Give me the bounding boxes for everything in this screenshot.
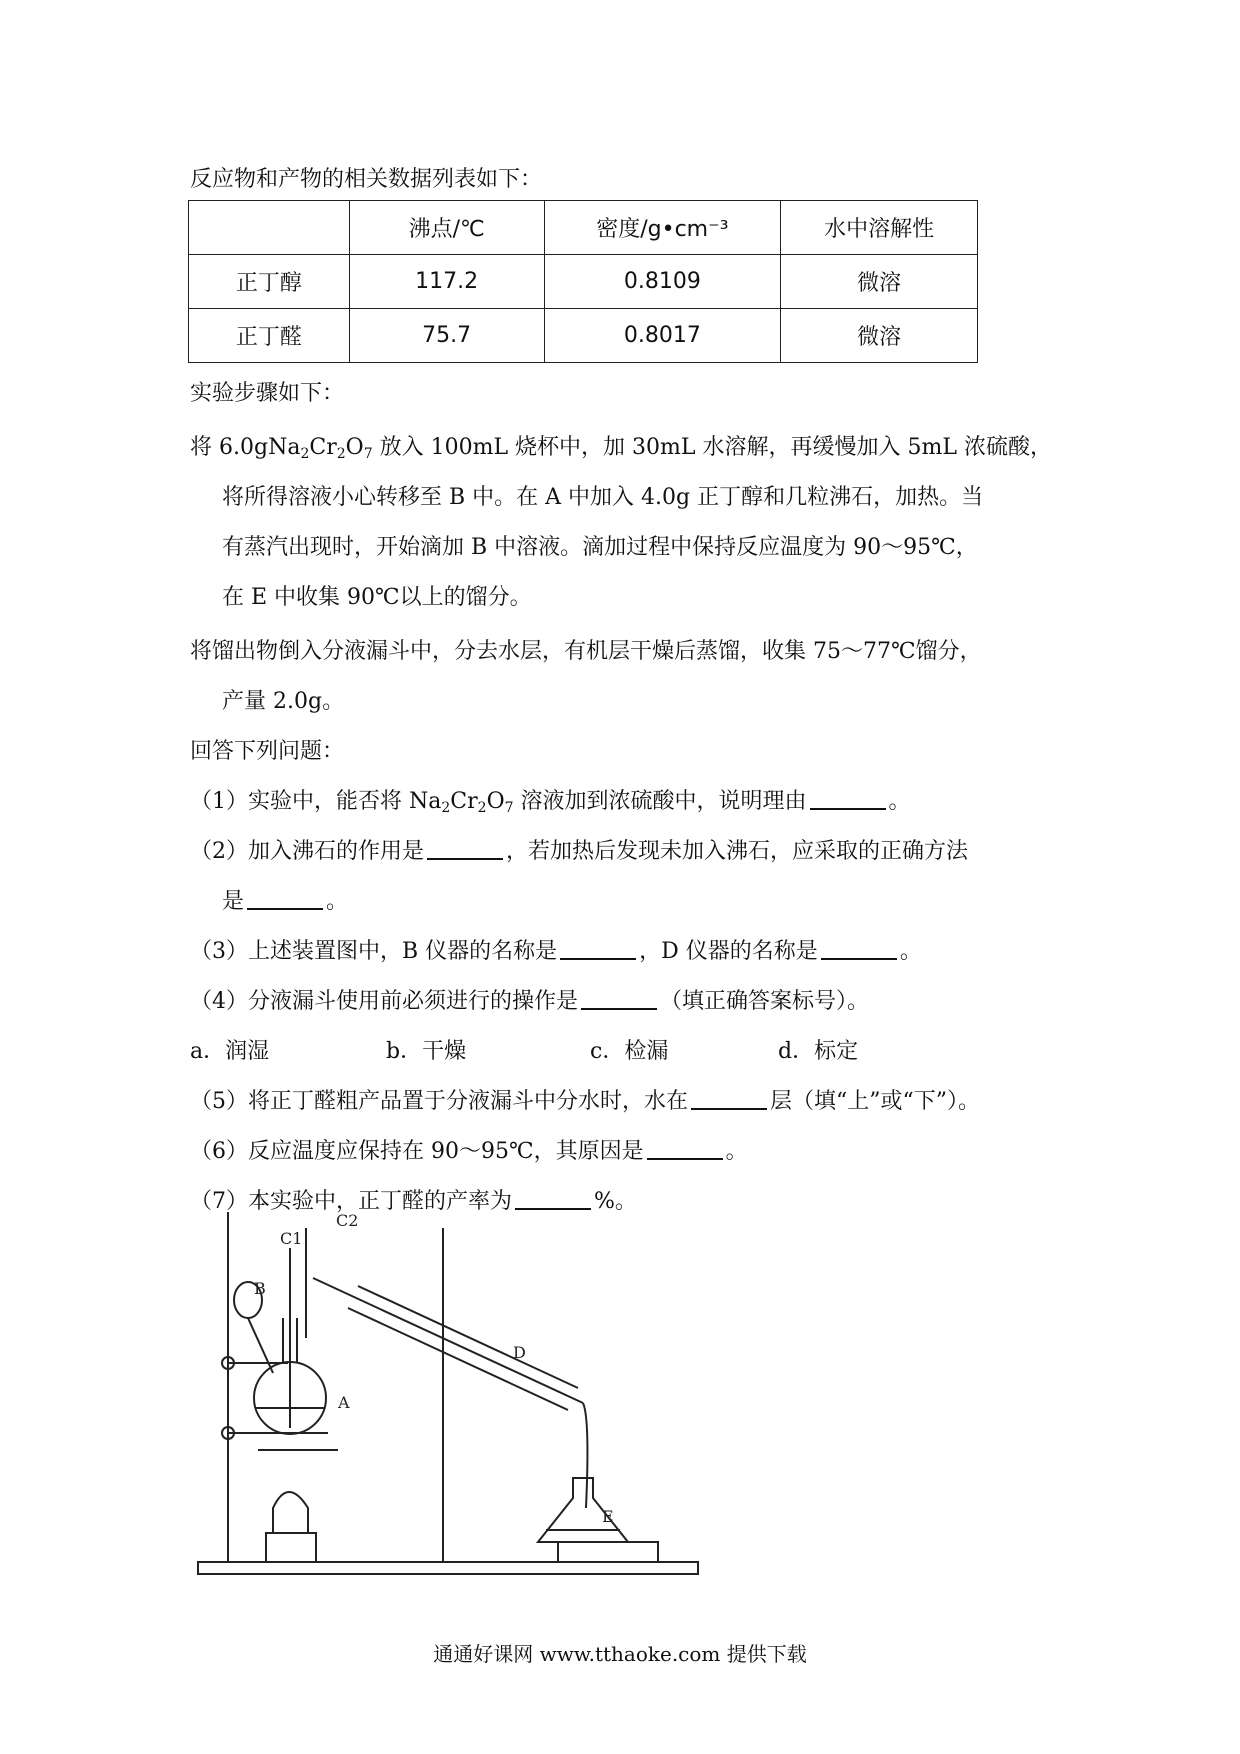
text: O <box>486 789 505 814</box>
table-row <box>189 255 978 309</box>
table-cell: 75.7 <box>349 309 544 363</box>
label-d: D <box>513 1343 526 1362</box>
option-b: b．干燥 <box>386 1039 467 1064</box>
table-cell: 0.8109 <box>544 255 781 309</box>
text: 层（填“上”或“下”）。 <box>770 1089 980 1114</box>
subscript: 2 <box>300 446 310 462</box>
label-a: A <box>338 1393 350 1412</box>
text: 。 <box>725 1139 748 1164</box>
question-2 <box>190 834 968 865</box>
answer-blank[interactable] <box>581 988 657 1010</box>
answer-blank[interactable] <box>247 888 323 910</box>
subscript: 2 <box>336 446 346 462</box>
burner <box>273 1492 308 1533</box>
question-4 <box>190 984 869 1015</box>
step2-line1: 将馏出物倒入分液漏斗中，分去水层，有机层干燥后蒸馏，收集 75～77℃馏分， <box>190 639 982 664</box>
answer-blank[interactable] <box>647 1138 723 1160</box>
text: 将 6.0gNa <box>190 435 301 460</box>
condenser-d-jacket <box>348 1308 568 1410</box>
answer-blank[interactable] <box>427 838 503 860</box>
data-table <box>188 200 978 363</box>
subscript: 2 <box>441 800 451 816</box>
text: 溶液加到浓硫酸中，说明理由 <box>513 789 807 814</box>
text: ，若加热后发现未加入沸石，应采取的正确方法 <box>506 839 969 864</box>
text: （3）上述装置图中，B 仪器的名称是 <box>190 939 558 964</box>
text: （6）反应温度应保持在 90～95℃，其原因是 <box>190 1139 644 1164</box>
label-e: E <box>602 1507 614 1526</box>
table-header-cell: 水中溶解性 <box>781 201 978 255</box>
table-cell: 117.2 <box>349 255 544 309</box>
text: （4）分液漏斗使用前必须进行的操作是 <box>190 989 578 1014</box>
text: O <box>345 435 364 460</box>
table-header-cell <box>189 201 350 255</box>
answer-blank[interactable] <box>515 1188 591 1210</box>
answer-title: 回答下列问题： <box>190 739 345 764</box>
text: （1）实验中，能否将 Na <box>190 789 442 814</box>
condenser-d-inner <box>313 1278 583 1403</box>
table-cell: 正丁醛 <box>189 309 350 363</box>
label-b: B <box>254 1279 266 1298</box>
step1-line3: 有蒸汽出现时，开始滴加 B 中溶液。滴加过程中保持反应温度为 90～95℃， <box>222 535 978 560</box>
table-cell: 微溶 <box>781 309 978 363</box>
text: （7）本实验中，正丁醛的产率为 <box>190 1189 512 1214</box>
answer-blank[interactable] <box>560 938 636 960</box>
table-header-cell: 密度/g•cm⁻³ <box>544 201 781 255</box>
text: %。 <box>594 1189 637 1214</box>
funnel-stem <box>248 1318 273 1373</box>
step1-line1 <box>190 430 1052 462</box>
answer-blank[interactable] <box>691 1088 767 1110</box>
base-board <box>198 1562 698 1574</box>
table-intro: 反应物和产物的相关数据列表如下： <box>190 167 543 192</box>
text: 。 <box>899 939 922 964</box>
burner-base <box>266 1533 316 1562</box>
adapter-tube <box>583 1403 587 1508</box>
condenser-d-jacket <box>358 1286 578 1388</box>
question-2-cont <box>222 884 348 915</box>
table-header-cell: 沸点/℃ <box>349 201 544 255</box>
subscript: 2 <box>477 800 487 816</box>
option-d: d．标定 <box>778 1039 859 1064</box>
step2-line2: 产量 2.0g。 <box>222 689 345 714</box>
footer: 通通好课网 www.tthaoke.com 提供下载 <box>433 1642 807 1666</box>
question-3 <box>190 934 922 965</box>
text: 。 <box>326 889 349 914</box>
text: （2）加入沸石的作用是 <box>190 839 424 864</box>
text: Cr <box>309 435 337 460</box>
text: （填正确答案标号）。 <box>660 989 870 1014</box>
question-6 <box>190 1134 748 1165</box>
option-a: a．润湿 <box>190 1039 270 1064</box>
table-cell: 正丁醇 <box>189 255 350 309</box>
conical-flask-e <box>538 1478 628 1542</box>
label-c2: C2 <box>336 1211 359 1230</box>
table-cell: 微溶 <box>781 255 978 309</box>
distillation-apparatus-figure <box>188 1208 718 1588</box>
text: 是 <box>222 889 245 914</box>
option-c: c．检漏 <box>590 1039 669 1064</box>
steps-title: 实验步骤如下： <box>190 381 345 406</box>
table-cell: 0.8017 <box>544 309 781 363</box>
text: （5）将正丁醛粗产品置于分液漏斗中分水时，水在 <box>190 1089 688 1114</box>
step1-line4: 在 E 中收集 90℃以上的馏分。 <box>222 585 532 610</box>
subscript: 7 <box>363 446 373 462</box>
text: 放入 100mL 烧杯中，加 30mL 水溶解，再缓慢加入 5mL 浓硫酸， <box>372 435 1052 460</box>
answer-blank[interactable] <box>821 938 897 960</box>
table-header-row <box>189 201 978 255</box>
step1-line2: 将所得溶液小心转移至 B 中。在 A 中加入 4.0g 正丁醇和几粒沸石，加热。当 <box>222 485 984 510</box>
text: Cr <box>450 789 478 814</box>
question-1 <box>190 784 911 816</box>
text: ，D 仪器的名称是 <box>639 939 818 964</box>
table-row <box>189 309 978 363</box>
text: 。 <box>888 789 911 814</box>
label-c1: C1 <box>280 1229 303 1248</box>
flask-stand <box>558 1542 658 1562</box>
question-5 <box>190 1084 980 1115</box>
answer-blank[interactable] <box>810 788 886 810</box>
subscript: 7 <box>504 800 514 816</box>
